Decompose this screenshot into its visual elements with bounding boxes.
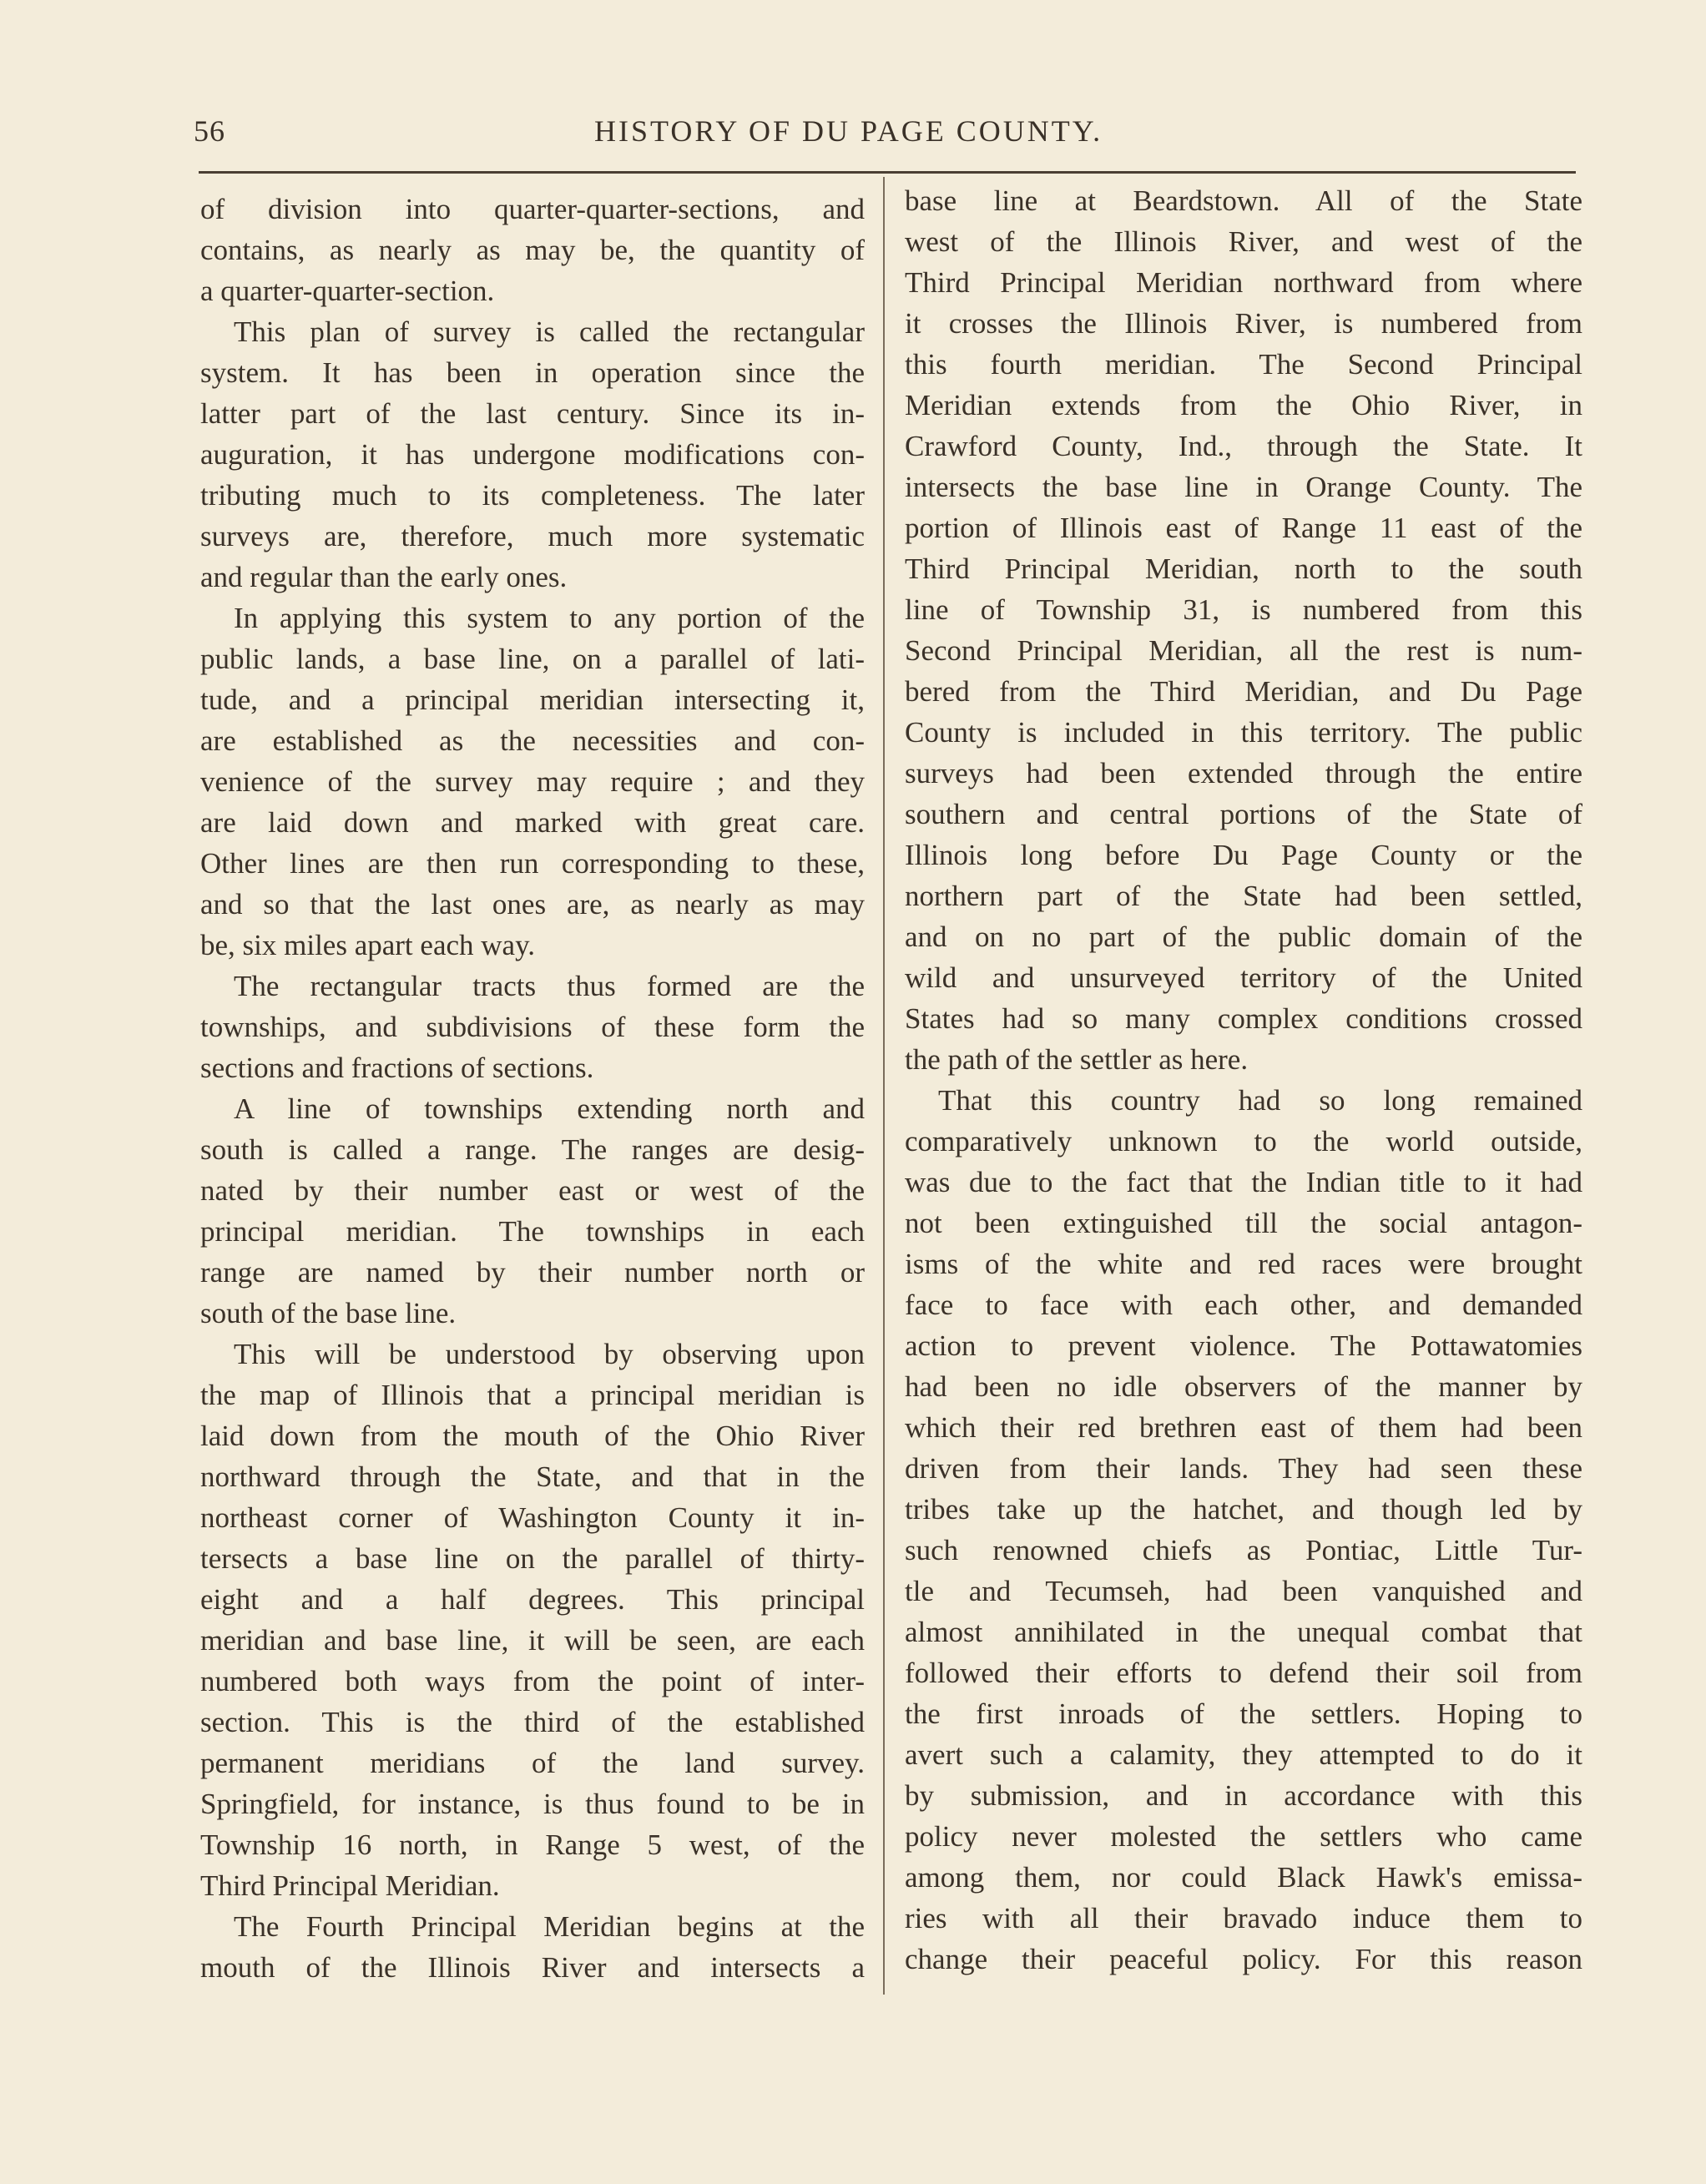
- text-line: County is included in this territory. The public: [905, 716, 1582, 749]
- text-line: Second Principal Meridian, all the rest is num-: [905, 634, 1582, 667]
- text-line: the path of the settler as here.: [905, 1043, 1249, 1076]
- text-line: isms of the white and red races were brought: [905, 1248, 1582, 1280]
- text-line: northward through the State, and that in the: [200, 1460, 865, 1493]
- text-line: section. This is the third of the established: [200, 1706, 865, 1738]
- text-line: policy never molested the settlers who came: [905, 1820, 1582, 1853]
- text-line: sections and fractions of sections.: [200, 1052, 594, 1084]
- text-line: contains, as nearly as may be, the quantity of: [200, 234, 865, 266]
- page-header: [194, 113, 1576, 164]
- text-line: nated by their number east or west of the: [200, 1174, 865, 1207]
- text-line: it crosses the Illinois River, is numbered from: [905, 307, 1582, 340]
- text-line: range are named by their number north or: [200, 1256, 865, 1289]
- text-line: line of Township 31, is numbered from this: [905, 593, 1582, 626]
- text-line: tribes take up the hatchet, and though led by: [905, 1493, 1582, 1526]
- text-line: meridian and base line, it will be seen, are each: [200, 1624, 865, 1657]
- text-line: wild and unsurveyed territory of the United: [905, 961, 1582, 994]
- text-line: portion of Illinois east of Range 11 east of the: [905, 512, 1582, 544]
- text-line: by submission, and in accordance with this: [905, 1779, 1582, 1812]
- text-line: a quarter-quarter-section.: [200, 275, 495, 307]
- text-line: venience of the survey may require ; and they: [200, 765, 865, 798]
- text-line: eight and a half degrees. This principal: [200, 1583, 865, 1616]
- text-line: surveys had been extended through the entire: [905, 757, 1582, 789]
- text-line: In applying this system to any portion of the: [234, 602, 865, 634]
- text-line: auguration, it has undergone modifications con-: [200, 438, 865, 471]
- text-line: and so that the last ones are, as nearly as may: [200, 888, 865, 921]
- text-line: laid down from the mouth of the Ohio River: [200, 1420, 865, 1452]
- text-line: That this country had so long remained: [938, 1084, 1582, 1117]
- page-number: 56: [194, 114, 225, 148]
- text-line: public lands, a base line, on a parallel of lati-: [200, 643, 865, 675]
- text-line: be, six miles apart each way.: [200, 929, 536, 961]
- text-line: tersects a base line on the parallel of thirty-: [200, 1542, 865, 1575]
- text-line: bered from the Third Meridian, and Du Page: [905, 675, 1582, 708]
- text-line: northeast corner of Washington County it in-: [200, 1501, 865, 1534]
- text-line: almost annihilated in the unequal combat that: [905, 1616, 1582, 1648]
- text-line: of division into quarter-quarter-sections, and: [200, 193, 865, 225]
- text-line: principal meridian. The townships in each: [200, 1215, 865, 1248]
- left-column: [200, 189, 865, 1988]
- text-line: southern and central portions of the State of: [905, 798, 1582, 830]
- text-line: States had so many complex conditions crossed: [905, 1002, 1582, 1035]
- text-line: Third Principal Meridian, north to the south: [905, 552, 1582, 585]
- text-line: not been extinguished till the social antagon-: [905, 1207, 1582, 1239]
- text-line: numbered both ways from the point of inter-: [200, 1665, 865, 1697]
- text-line: such renowned chiefs as Pontiac, Little Tur-: [905, 1534, 1582, 1566]
- text-line: This plan of survey is called the rectangular: [234, 315, 865, 348]
- text-line: the first inroads of the settlers. Hoping to: [905, 1697, 1582, 1730]
- text-line: Springfield, for instance, is thus found to be in: [200, 1788, 865, 1820]
- text-line: base line at Beardstown. All of the State: [905, 184, 1582, 217]
- text-line: The Fourth Principal Meridian begins at the: [234, 1910, 865, 1943]
- text-line: avert such a calamity, they attempted to do it: [905, 1738, 1582, 1771]
- text-line: the map of Illinois that a principal meridian is: [200, 1379, 865, 1411]
- text-line: which their red brethren east of them had been: [905, 1411, 1582, 1444]
- text-line: face to face with each other, and demanded: [905, 1289, 1582, 1321]
- text-line: surveys are, therefore, much more systematic: [200, 520, 865, 552]
- text-line: south of the base line.: [200, 1297, 457, 1329]
- text-line: comparatively unknown to the world outside,: [905, 1125, 1582, 1158]
- text-line: and on no part of the public domain of the: [905, 921, 1582, 953]
- text-line: among them, nor could Black Hawk's emissa-: [905, 1861, 1582, 1894]
- text-line: permanent meridians of the land survey.: [200, 1747, 865, 1779]
- text-line: change their peaceful policy. For this reason: [905, 1943, 1582, 1975]
- right-column: [905, 180, 1582, 1980]
- text-line: Township 16 north, in Range 5 west, of the: [200, 1828, 865, 1861]
- text-line: A line of townships extending north and: [234, 1092, 865, 1125]
- text-line: northern part of the State had been settled,: [905, 880, 1582, 912]
- text-line: was due to the fact that the Indian title to it had: [905, 1166, 1582, 1198]
- text-line: Crawford County, Ind., through the State. It: [905, 430, 1582, 462]
- text-line: action to prevent violence. The Pottawatomies: [905, 1329, 1582, 1362]
- text-line: ries with all their bravado induce them to: [905, 1902, 1582, 1934]
- text-line: Third Principal Meridian.: [200, 1869, 500, 1902]
- text-line: Illinois long before Du Page County or the: [905, 839, 1582, 871]
- running-title: HISTORY OF DU PAGE COUNTY.: [594, 114, 1103, 148]
- text-line: south is called a range. The ranges are desig-: [200, 1133, 865, 1166]
- text-line: are established as the necessities and con-: [200, 724, 865, 757]
- text-line: Other lines are then run corresponding to these,: [200, 847, 865, 880]
- header-rule: [199, 171, 1576, 174]
- text-line: and regular than the early ones.: [200, 561, 568, 593]
- text-line: west of the Illinois River, and west of the: [905, 225, 1582, 258]
- column-divider: [883, 177, 885, 1995]
- text-line: system. It has been in operation since the: [200, 356, 865, 389]
- text-line: driven from their lands. They had seen these: [905, 1452, 1582, 1485]
- text-line: this fourth meridian. The Second Principal: [905, 348, 1582, 381]
- text-line: Third Principal Meridian northward from where: [905, 266, 1582, 299]
- text-line: Meridian extends from the Ohio River, in: [905, 389, 1582, 421]
- text-line: tributing much to its completeness. The later: [200, 479, 865, 512]
- text-line: latter part of the last century. Since its in-: [200, 397, 865, 430]
- text-line: intersects the base line in Orange County. The: [905, 471, 1582, 503]
- text-line: had been no idle observers of the manner by: [905, 1370, 1582, 1403]
- text-line: mouth of the Illinois River and intersects a: [200, 1951, 865, 1984]
- text-line: tude, and a principal meridian intersecting it,: [200, 683, 865, 716]
- text-line: This will be understood by observing upon: [234, 1338, 865, 1370]
- text-line: tle and Tecumseh, had been vanquished and: [905, 1575, 1582, 1607]
- text-line: The rectangular tracts thus formed are the: [234, 970, 865, 1002]
- text-line: followed their efforts to defend their soil from: [905, 1657, 1582, 1689]
- text-line: townships, and subdivisions of these form the: [200, 1011, 865, 1043]
- text-line: are laid down and marked with great care.: [200, 806, 865, 839]
